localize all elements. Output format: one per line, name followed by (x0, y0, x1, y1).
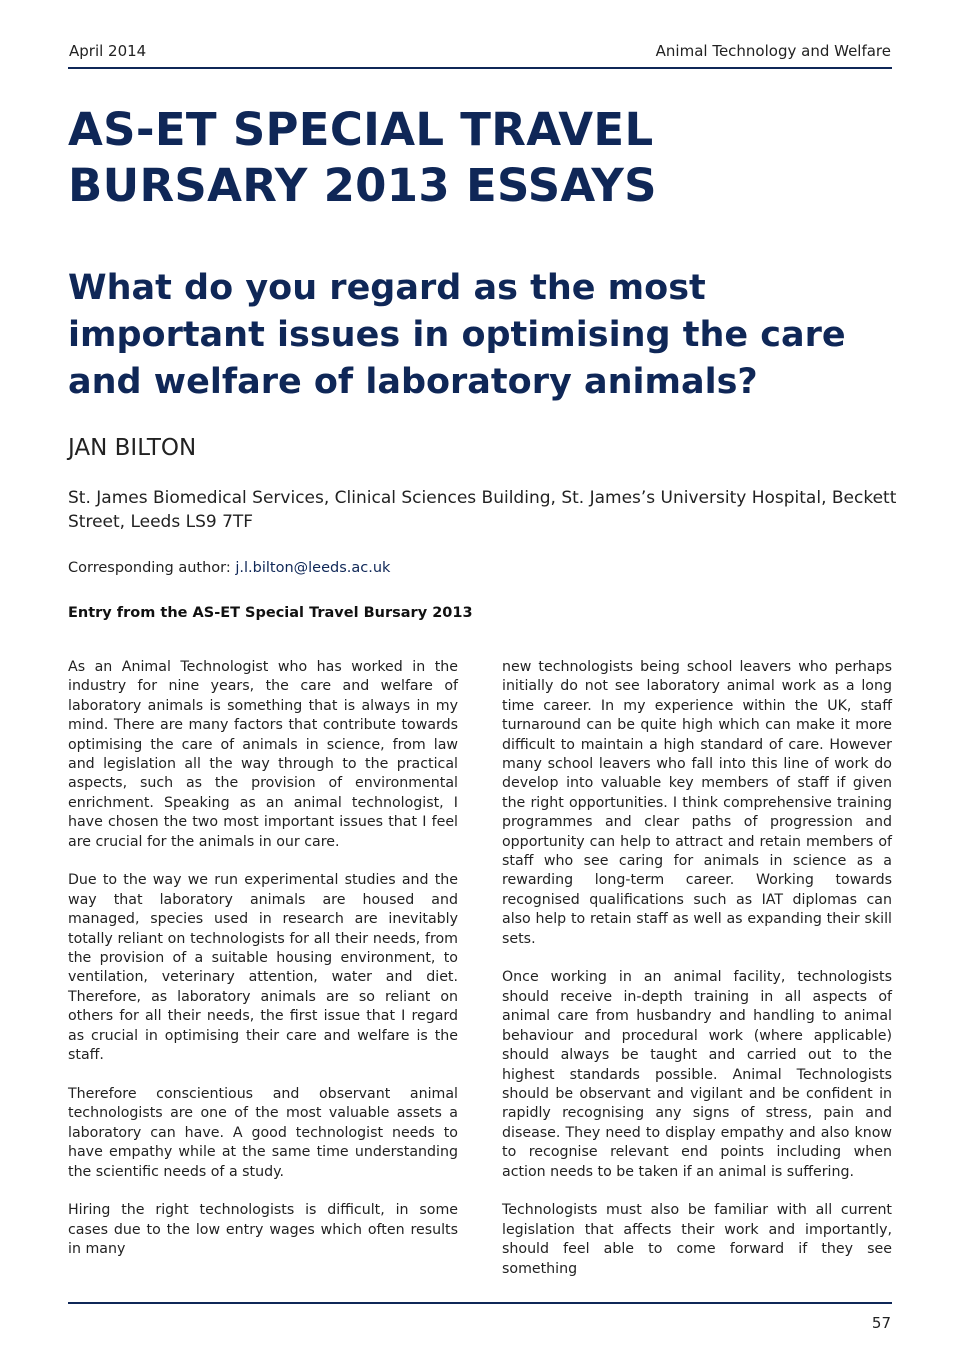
paragraph: Therefore conscientious and observant animal technologists are one of the most valuable assets a laboratory can have. A good technologist needs to have empathy while at the same time understanding the scientific needs of a study. (68, 1085, 458, 1180)
header-divider (68, 67, 892, 69)
page-number: 57 (871, 1314, 891, 1332)
footer-divider (68, 1302, 892, 1304)
paragraph: Once working in an animal facility, technologists should receive in-depth training in all aspects of animal care from husbandry and handling to animal behaviour and procedural work (where applicable) should always be taught and carried out to the highest standards possible. Animal Technologists should be observant and vigilant and be confident in rapidly recognising any signs of stress, pain and disease. They need to display empathy and also know to recognise relevant end points including when action needs to be taken if an animal is suffering. (502, 969, 892, 1180)
essay-question: What do you regard as the most important issues in optimising the care and welfare of laboratory animals? (68, 268, 846, 402)
paragraph: Hiring the right technologists is difficult, in some cases due to the low entry wages which often results in many (68, 1202, 458, 1258)
author-affiliation: St. James Biomedical Services, Clinical Sciences Building, St. James’s University Hospital, Beckett Street, Leeds LS9 7TF (68, 488, 897, 532)
left-column (68, 658, 458, 1279)
header-date: April 2014 (69, 42, 147, 60)
entry-note: Entry from the AS-ET Special Travel Bursary 2013 (68, 605, 473, 621)
paragraph: As an Animal Technologist who has worked in the industry for nine years, the care and welfare of laboratory animals is something that is always in my mind. There are many factors that contribute towards optimising the care of animals in science, from law and legislation all the way through to the practical aspects, such as the provision of environmental enrichment. Speaking as an animal technologist, I have chosen the two most important issues that I feel are crucial for the animals in our care. (68, 659, 458, 850)
corresponding-author (68, 560, 390, 576)
corresponding-email-link[interactable]: j.l.bilton@leeds.ac.uk (235, 560, 391, 576)
paragraph: Due to the way we run experimental studies and the way that laboratory animals are housed and managed, species used in research are inevitably totally reliant on technologists for all their needs, from the provision of a suitable housing environment, to ventilation, veterinary attention, water and diet. Therefore, as laboratory animals are so reliant on others for all their needs, the first issue that I regard as crucial in optimising their care and welfare is the staff. (68, 872, 458, 1064)
corresponding-label: Corresponding author: (68, 560, 231, 576)
paragraph: Technologists must also be familiar with all current legislation that affects their work and importantly, should feel able to come forward if they see something (502, 1202, 892, 1277)
page-title: AS-ET SPECIAL TRAVEL BURSARY 2013 ESSAYS (68, 103, 657, 212)
paragraph: new technologists being school leavers who perhaps initially do not see laboratory animal work as a long time career. In my experience within the UK, staff turnaround can be quite high which can make it more difficult to maintain a high standard of care. However many school leavers who fall into this line of work do develop into valuable key members of staff if given the right opportunities. I think comprehensive training programmes and clear paths of progression and opportunity can help to attract and retain members of staff who see caring for animals in science as a rewarding long-term career. Working towards recognised qualifications such as IAT diplomas can also help to retain staff as well as expanding their skill sets. (502, 659, 892, 947)
author-name: JAN BILTON (68, 435, 197, 461)
header-journal: Animal Technology and Welfare (655, 42, 891, 60)
right-column (502, 658, 892, 1298)
